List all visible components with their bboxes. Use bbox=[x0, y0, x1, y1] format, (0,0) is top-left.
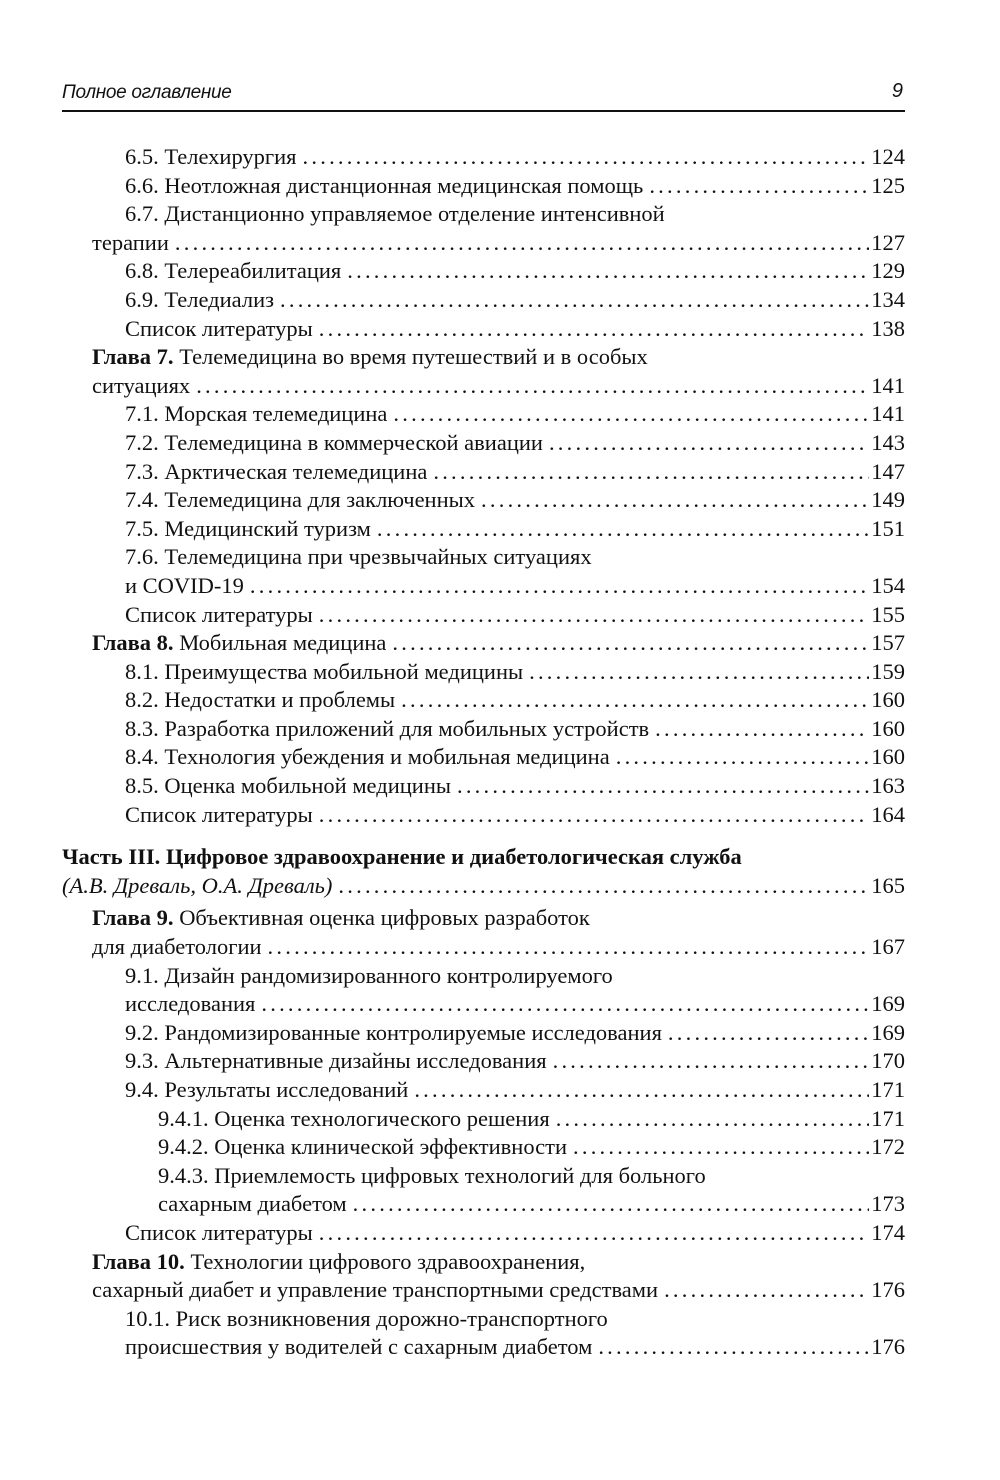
dot-leader bbox=[668, 1019, 869, 1048]
toc-entry-page: 173 bbox=[871, 1191, 905, 1217]
toc-entry-chapter-7[interactable] bbox=[0, 343, 905, 372]
toc-entry-title-line2: сахарный диабет и управление транспортными средствами bbox=[92, 1277, 659, 1303]
toc-entry-part-3[interactable] bbox=[0, 843, 905, 872]
toc-entry-authors: (А.В. Древаль, О.А. Древаль) bbox=[62, 872, 333, 898]
toc-entry-title: 9.4. Результаты исследований bbox=[125, 1077, 409, 1102]
toc-entry-page: 134 bbox=[871, 286, 905, 312]
toc-entry-title: 9.2. Рандомизированные контролируемые исследования bbox=[125, 1019, 662, 1045]
dot-leader bbox=[393, 400, 869, 429]
dot-leader bbox=[401, 686, 869, 715]
dot-leader bbox=[529, 658, 869, 687]
toc-entry-title: Мобильная медицина bbox=[173, 630, 387, 656]
dot-leader bbox=[433, 458, 869, 487]
toc-entry-page: 141 bbox=[871, 401, 905, 427]
toc-entry-title: Список литературы bbox=[125, 601, 313, 627]
toc-entry-chapter-10-continued[interactable] bbox=[0, 1276, 905, 1305]
toc-entry-title-line1: Телемедицина во время путешествий и в особых bbox=[173, 344, 648, 370]
toc-entry-title-line1: Часть III. Цифровое здравоохранение и диабетологическая служба bbox=[62, 844, 742, 870]
toc-entry-page: 170 bbox=[871, 1048, 905, 1074]
dot-leader bbox=[553, 1047, 870, 1076]
toc-entry-6-6[interactable] bbox=[0, 172, 905, 201]
dot-leader bbox=[268, 933, 870, 962]
dot-leader bbox=[319, 315, 869, 344]
toc-entry-page: 127 bbox=[871, 229, 905, 255]
chapter-label: Глава 8. bbox=[92, 630, 174, 656]
dot-leader bbox=[549, 429, 869, 458]
toc-entry-page: 163 bbox=[871, 773, 905, 799]
dot-leader bbox=[196, 372, 869, 401]
toc-entry-page: 174 bbox=[871, 1219, 905, 1245]
toc-entry-page: 171 bbox=[871, 1105, 905, 1131]
toc-entry-page: 160 bbox=[871, 687, 905, 713]
dot-leader bbox=[392, 629, 869, 658]
toc-entry-page: 129 bbox=[871, 258, 905, 284]
dot-leader bbox=[261, 990, 869, 1019]
dot-leader bbox=[250, 572, 869, 601]
toc-entry-chapter-7-continued[interactable] bbox=[0, 372, 905, 401]
toc-entry-title-line1: 9.4.3. Приемлемость цифровых технологий для больного bbox=[158, 1162, 706, 1188]
toc-entry-page: 171 bbox=[871, 1077, 905, 1102]
dot-leader bbox=[598, 1333, 869, 1362]
toc-entry-page: 165 bbox=[871, 872, 905, 898]
toc-entry-title: 8.2. Недостатки и проблемы bbox=[125, 687, 396, 713]
toc-entry-7-3[interactable] bbox=[0, 458, 905, 487]
toc-entry-6-8[interactable] bbox=[0, 257, 905, 286]
toc-entry-7-1[interactable] bbox=[0, 400, 905, 429]
dot-leader bbox=[616, 743, 870, 772]
toc-entry-page: 141 bbox=[871, 372, 905, 398]
dot-leader bbox=[347, 257, 869, 286]
toc-entry-title-line2: происшествия у водителей с сахарным диабетом bbox=[125, 1334, 593, 1360]
toc-entry-page: 157 bbox=[871, 630, 905, 656]
toc-entry-title: 6.9. Теледиализ bbox=[125, 286, 274, 312]
toc-entry-page: 159 bbox=[871, 658, 905, 684]
dot-leader bbox=[664, 1276, 869, 1305]
toc-entry-chapter-8[interactable] bbox=[0, 629, 905, 658]
toc-entry-7-2[interactable] bbox=[0, 429, 905, 458]
dot-leader bbox=[481, 486, 869, 515]
toc-entry-page: 149 bbox=[871, 487, 905, 513]
toc-entry-9-4[interactable] bbox=[0, 1076, 905, 1105]
toc-entry-page: 164 bbox=[871, 801, 905, 827]
dot-leader bbox=[338, 872, 869, 901]
dot-leader bbox=[655, 715, 869, 744]
dot-leader bbox=[573, 1133, 869, 1162]
dot-leader bbox=[377, 515, 869, 544]
toc-entry-7-6-continued[interactable] bbox=[0, 572, 905, 601]
table-of-contents bbox=[0, 143, 1000, 1362]
toc-entry-9-4-2[interactable] bbox=[0, 1133, 905, 1162]
toc-entry-references-ch9[interactable] bbox=[0, 1219, 905, 1248]
toc-entry-8-3[interactable] bbox=[0, 715, 905, 744]
toc-entry-title-line1: 6.7. Дистанционно управляемое отделение интенсивной bbox=[125, 201, 665, 227]
toc-entry-9-3[interactable] bbox=[0, 1047, 905, 1076]
toc-entry-title: 9.3. Альтернативные дизайны исследования bbox=[125, 1048, 547, 1074]
toc-entry-title-line2: ситуациях bbox=[92, 372, 191, 398]
toc-entry-title-line2: для диабетологии bbox=[92, 934, 262, 960]
toc-entry-page: 143 bbox=[871, 429, 905, 455]
dot-leader bbox=[280, 286, 869, 315]
toc-entry-title: Список литературы bbox=[125, 801, 313, 827]
dot-leader bbox=[175, 229, 869, 258]
toc-entry-9-4-3[interactable] bbox=[0, 1162, 905, 1191]
toc-entry-title: 7.4. Телемедицина для заключенных bbox=[125, 487, 476, 513]
dot-leader bbox=[319, 601, 869, 630]
page-number: 9 bbox=[891, 80, 903, 102]
dot-leader bbox=[319, 801, 869, 830]
toc-entry-page: 172 bbox=[871, 1134, 905, 1160]
toc-entry-8-4[interactable] bbox=[0, 743, 905, 772]
toc-entry-title: 8.3. Разработка приложений для мобильных устройств bbox=[125, 715, 650, 741]
toc-entry-title: 7.1. Морская телемедицина bbox=[125, 401, 388, 427]
toc-entry-title-line2: сахарным диабетом bbox=[158, 1191, 347, 1217]
dot-leader bbox=[319, 1219, 869, 1248]
toc-entry-title: Список литературы bbox=[125, 315, 313, 341]
toc-entry-page: 160 bbox=[871, 715, 905, 741]
toc-entry-9-1[interactable] bbox=[0, 962, 905, 991]
toc-entry-title: 8.5. Оценка мобильной медицины bbox=[125, 773, 451, 799]
toc-entry-title: 7.5. Медицинский туризм bbox=[125, 515, 371, 541]
toc-entry-chapter-9[interactable] bbox=[0, 904, 905, 933]
toc-entry-title: 6.6. Неотложная дистанционная медицинская помощь bbox=[125, 172, 644, 198]
toc-entry-title-line1: 9.1. Дизайн рандомизированного контролируемого bbox=[125, 962, 613, 988]
toc-entry-title: 7.2. Телемедицина в коммерческой авиации bbox=[125, 429, 543, 455]
toc-entry-page: 169 bbox=[871, 1019, 905, 1045]
toc-entry-10-1-continued[interactable] bbox=[0, 1333, 905, 1362]
toc-entry-title: 8.1. Преимущества мобильной медицины bbox=[125, 658, 524, 684]
toc-entry-title-line1: 10.1. Риск возникновения дорожно-транспортного bbox=[125, 1305, 608, 1331]
toc-entry-page: 176 bbox=[871, 1277, 905, 1303]
dot-leader bbox=[353, 1190, 870, 1219]
toc-entry-title: 6.8. Телереабилитация bbox=[125, 258, 342, 284]
toc-entry-title-line2: и COVID-19 bbox=[125, 572, 244, 598]
toc-entry-page: 160 bbox=[871, 744, 905, 770]
chapter-label: Глава 7. bbox=[92, 344, 174, 370]
toc-entry-page: 124 bbox=[871, 144, 905, 169]
toc-entry-9-4-3-continued[interactable] bbox=[0, 1190, 905, 1219]
toc-entry-page: 151 bbox=[871, 515, 905, 541]
toc-entry-title: 8.4. Технология убеждения и мобильная медицина bbox=[125, 744, 610, 770]
toc-entry-7-6[interactable] bbox=[0, 543, 905, 572]
toc-entry-8-1[interactable] bbox=[0, 658, 905, 687]
toc-entry-9-2[interactable] bbox=[0, 1019, 905, 1048]
toc-entry-9-4-1[interactable] bbox=[0, 1105, 905, 1134]
toc-entry-page: 155 bbox=[871, 601, 905, 627]
running-head bbox=[62, 80, 905, 112]
toc-entry-title: 9.4.2. Оценка клинической эффективности bbox=[158, 1134, 567, 1160]
spacer bbox=[0, 829, 1000, 843]
dot-leader bbox=[457, 772, 869, 801]
toc-entry-title-line2: терапии bbox=[92, 229, 169, 255]
toc-entry-references-ch6[interactable] bbox=[0, 315, 905, 344]
toc-entry-references-ch7[interactable] bbox=[0, 601, 905, 630]
toc-entry-title: Список литературы bbox=[125, 1219, 313, 1245]
chapter-label: Глава 10. bbox=[92, 1248, 185, 1274]
toc-entry-page: 154 bbox=[871, 572, 905, 598]
dot-leader bbox=[556, 1105, 870, 1134]
chapter-label: Глава 9. bbox=[92, 905, 174, 931]
toc-entry-6-7[interactable] bbox=[0, 200, 905, 229]
toc-entry-title-line1: 7.6. Телемедицина при чрезвычайных ситуациях bbox=[125, 544, 592, 570]
toc-entry-6-7-continued[interactable] bbox=[0, 229, 905, 258]
toc-entry-page: 125 bbox=[871, 172, 905, 198]
toc-entry-title-line1: Технологии цифрового здравоохранения, bbox=[184, 1248, 586, 1274]
toc-entry-6-5[interactable] bbox=[0, 143, 905, 172]
dot-leader bbox=[414, 1076, 869, 1105]
dot-leader bbox=[303, 143, 870, 172]
toc-entry-6-9[interactable] bbox=[0, 286, 905, 315]
toc-entry-title: 9.4.1. Оценка технологического решения bbox=[158, 1105, 550, 1131]
toc-entry-references-ch8[interactable] bbox=[0, 801, 905, 830]
toc-entry-chapter-10[interactable] bbox=[0, 1248, 905, 1277]
toc-entry-page: 167 bbox=[871, 934, 905, 960]
dot-leader bbox=[649, 172, 869, 201]
toc-entry-page: 169 bbox=[871, 991, 905, 1017]
toc-entry-page: 147 bbox=[871, 458, 905, 484]
toc-entry-7-4[interactable] bbox=[0, 486, 905, 515]
toc-entry-7-5[interactable] bbox=[0, 515, 905, 544]
toc-entry-part-3-continued[interactable] bbox=[0, 872, 905, 901]
toc-entry-title: 6.5. Телехирургия bbox=[125, 144, 297, 169]
running-title: Полное оглавление bbox=[62, 82, 232, 103]
toc-entry-title-line2: исследования bbox=[125, 991, 256, 1017]
toc-entry-page: 176 bbox=[871, 1334, 905, 1360]
toc-entry-9-1-continued[interactable] bbox=[0, 990, 905, 1019]
toc-entry-chapter-9-continued[interactable] bbox=[0, 933, 905, 962]
toc-entry-8-5[interactable] bbox=[0, 772, 905, 801]
toc-entry-page: 138 bbox=[871, 315, 905, 341]
toc-entry-8-2[interactable] bbox=[0, 686, 905, 715]
toc-entry-title-line1: Объективная оценка цифровых разработок bbox=[173, 905, 590, 931]
toc-entry-10-1[interactable] bbox=[0, 1305, 905, 1334]
toc-entry-title: 7.3. Арктическая телемедицина bbox=[125, 458, 428, 484]
